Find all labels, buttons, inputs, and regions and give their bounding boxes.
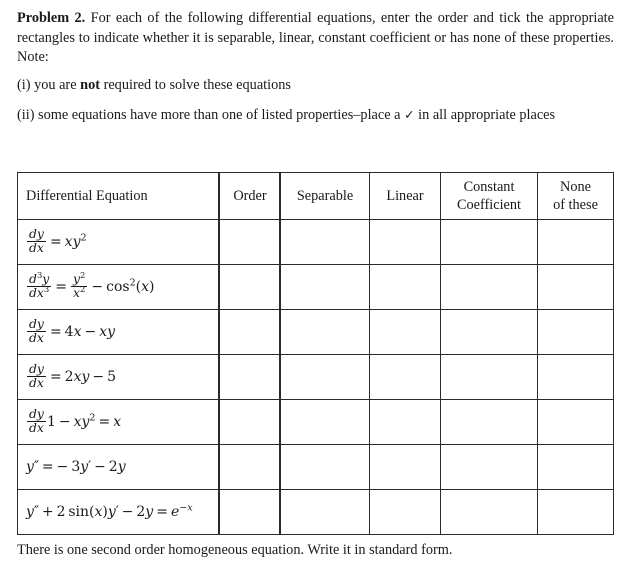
- table-row: [18, 220, 614, 265]
- column-header-none-of-these: None of these: [538, 173, 614, 220]
- note-item-i: [17, 76, 614, 96]
- problem-label: Problem 2.: [17, 10, 86, 26]
- note-i-emphasis: not: [80, 77, 100, 93]
- separable-cell-5[interactable]: [281, 400, 370, 445]
- constant-coefficient-cell-7[interactable]: [441, 490, 538, 535]
- equation-cell-4: $\frac{dy}{dx}$ = 2xy − 5: [18, 355, 220, 400]
- note-i-suffix: required to solve these equations: [100, 77, 291, 93]
- closing-instruction: There is one second order homogeneous equation. Write it in standard form.: [17, 542, 453, 558]
- linear-cell-2[interactable]: [370, 265, 441, 310]
- note-ii-prefix: (ii) some equations have more than one of listed properties–place a: [17, 107, 405, 123]
- table-row: [18, 265, 614, 310]
- none-of-these-cell-5[interactable]: [538, 400, 614, 445]
- separable-cell-4[interactable]: [281, 355, 370, 400]
- table-row: [18, 310, 614, 355]
- constant-coefficient-cell-3[interactable]: [441, 310, 538, 355]
- table-row: [18, 400, 614, 445]
- differential-equations-table: [17, 172, 613, 535]
- separable-cell-6[interactable]: [281, 445, 370, 490]
- equation-cell-7: y″ + 2 $\sin(x)y' - 2y = e^{-x}$: [18, 490, 220, 535]
- order-cell-1[interactable]: [220, 220, 281, 265]
- table-row: [18, 490, 614, 535]
- none-of-these-cell-3[interactable]: [538, 310, 614, 355]
- table-header-row: [18, 173, 614, 220]
- order-cell-6[interactable]: [220, 445, 281, 490]
- none-of-these-cell-1[interactable]: [538, 220, 614, 265]
- note-item-ii: [17, 106, 614, 126]
- equation-cell-5: $\frac{dy}{dx}$ $1 - xy^2 = x$: [18, 400, 220, 445]
- linear-cell-4[interactable]: [370, 355, 441, 400]
- order-cell-7[interactable]: [220, 490, 281, 535]
- table-row: [18, 355, 614, 400]
- order-cell-2[interactable]: [220, 265, 281, 310]
- none-of-these-cell-7[interactable]: [538, 490, 614, 535]
- linear-cell-3[interactable]: [370, 310, 441, 355]
- note-ii-suffix: in all appropriate places: [414, 107, 556, 123]
- equation-cell-3: $\frac{dy}{dx}$ = 4x − xy: [18, 310, 220, 355]
- column-header-constant-coefficient: Constant Coefficient: [441, 173, 538, 220]
- none-of-these-cell-6[interactable]: [538, 445, 614, 490]
- constant-coefficient-cell-2[interactable]: [441, 265, 538, 310]
- checkmark-icon: ✓: [404, 107, 415, 122]
- problem-statement: [17, 9, 614, 68]
- linear-cell-7[interactable]: [370, 490, 441, 535]
- constant-coefficient-cell-4[interactable]: [441, 355, 538, 400]
- none-of-these-cell-4[interactable]: [538, 355, 614, 400]
- separable-cell-7[interactable]: [281, 490, 370, 535]
- table-row: [18, 445, 614, 490]
- constant-coefficient-cell-5[interactable]: [441, 400, 538, 445]
- equation-cell-1: $\frac{dy}{dx}$ = $xy^2$: [18, 220, 220, 265]
- column-header-differential-equation: Differential Equation: [18, 173, 220, 220]
- order-cell-5[interactable]: [220, 400, 281, 445]
- problem-intro-text: For each of the following differential equations, enter the order and tick the appropriate rectangles to indicate whether it is separable, linear, constant coefficient or has none of these properties. Note:: [17, 10, 614, 66]
- order-cell-3[interactable]: [220, 310, 281, 355]
- separable-cell-3[interactable]: [281, 310, 370, 355]
- linear-cell-6[interactable]: [370, 445, 441, 490]
- separable-cell-2[interactable]: [281, 265, 370, 310]
- order-cell-4[interactable]: [220, 355, 281, 400]
- separable-cell-1[interactable]: [281, 220, 370, 265]
- linear-cell-1[interactable]: [370, 220, 441, 265]
- none-of-these-cell-2[interactable]: [538, 265, 614, 310]
- column-header-linear: Linear: [370, 173, 441, 220]
- linear-cell-5[interactable]: [370, 400, 441, 445]
- note-i-prefix: (i) you are: [17, 77, 81, 93]
- column-header-separable: Separable: [281, 173, 370, 220]
- equation-cell-6: y″ = − 3y′ − 2y: [18, 445, 220, 490]
- column-header-order: Order: [220, 173, 281, 220]
- constant-coefficient-cell-1[interactable]: [441, 220, 538, 265]
- equation-cell-2: $\frac{d^3y}{dx^3}$ = $\frac{y^2}{x^2}$ − $\cos^2(x)$: [18, 265, 220, 310]
- constant-coefficient-cell-6[interactable]: [441, 445, 538, 490]
